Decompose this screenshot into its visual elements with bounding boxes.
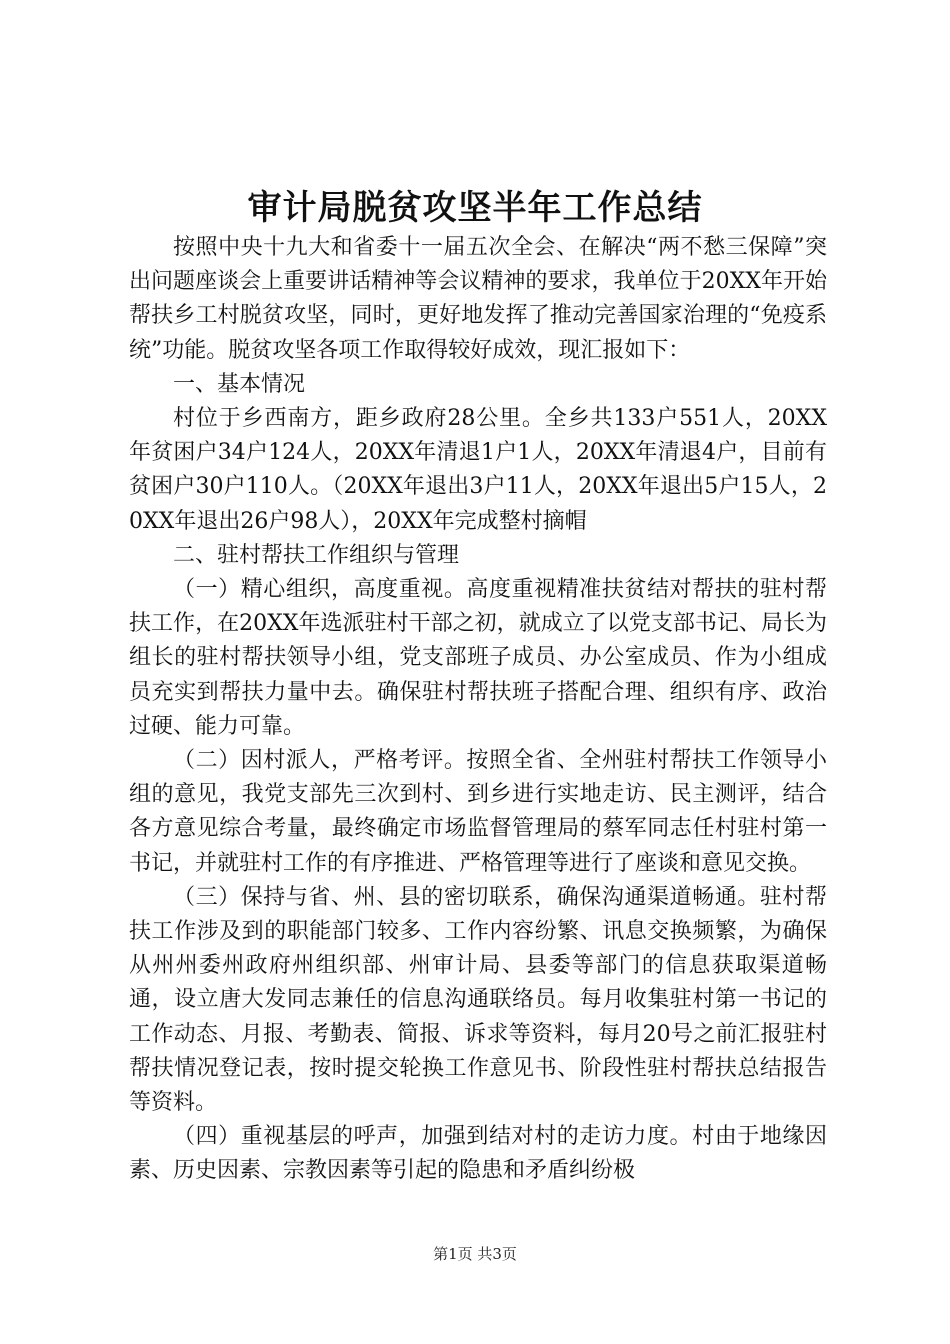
paragraph-item-1: （一）精心组织，高度重视。高度重视精准扶贫结对帮扶的驻村帮扶工作，在20XX年选派驻村干部之初，就成立了以党支部书记、局长为组长的驻村帮扶领导小组，党支部班子成员、办公室成员、作为小组成员充实到帮扶力量中去。确保驻村帮扶班子搭配合理、组织有序、政治过硬、能力可靠。 <box>129 577 827 739</box>
paragraph-intro: 按照中央十九大和省委十一届五次全会、在解决“两不愁三保障”突出问题座谈会上重要讲话精神等会议精神的要求，我单位于20XX年开始帮扶乡工村脱贫攻坚，同时，更好地发挥了推动完善国家治理的“免疫系统”功能。脱贫攻坚各项工作取得较好成效，现汇报如下： <box>129 235 827 363</box>
paragraph-item-2: （二）因村派人，严格考评。按照全省、全州驻村帮扶工作领导小组的意见，我党支部先三次到村、到乡进行实地走访、民主测评，结合各方意见综合考量，最终确定市场监督管理局的蔡军同志任村驻村第一书记，并就驻村工作的有序推进、严格管理等进行了座谈和意见交换。 <box>129 748 827 876</box>
section-heading-organization: 二、驻村帮扶工作组织与管理 <box>173 542 460 568</box>
document-body <box>129 231 827 1189</box>
section-heading-basic-info: 一、基本情况 <box>173 371 306 397</box>
page-footer: 第1页 共3页 <box>433 1245 517 1263</box>
paragraph-item-4: （四）重视基层的呼声，加强到结对村的走访力度。村由于地缘因素、历史因素、宗教因素等引起的隐患和矛盾纠纷极 <box>129 1124 827 1184</box>
document-title: 审计局脱贫攻坚半年工作总结 <box>247 188 703 228</box>
paragraph-basic-info: 村位于乡西南方，距乡政府28公里。全乡共133户551人，20XX年贫困户34户124人，20XX年清退1户1人，20XX年清退4户，目前有贫困户30户110人。（20XX年退出3户11人，20XX年退出5户15人，20XX年退出26户98人），20XX年完成整村摘帽 <box>129 406 827 534</box>
paragraph-item-3: （三）保持与省、州、县的密切联系，确保沟通渠道畅通。驻村帮扶工作涉及到的职能部门较多、工作内容纷繁、讯息交换频繁，为确保从州州委州政府州组织部、州审计局、县委等部门的信息获取渠道畅通，设立唐大发同志兼任的信息沟通联络员。每月收集驻村第一书记的工作动态、月报、考勤表、简报、诉求等资料，每月20号之前汇报驻村帮扶情况登记表，按时提交轮换工作意见书、阶段性驻村帮扶总结报告等资料。 <box>129 884 827 1116</box>
